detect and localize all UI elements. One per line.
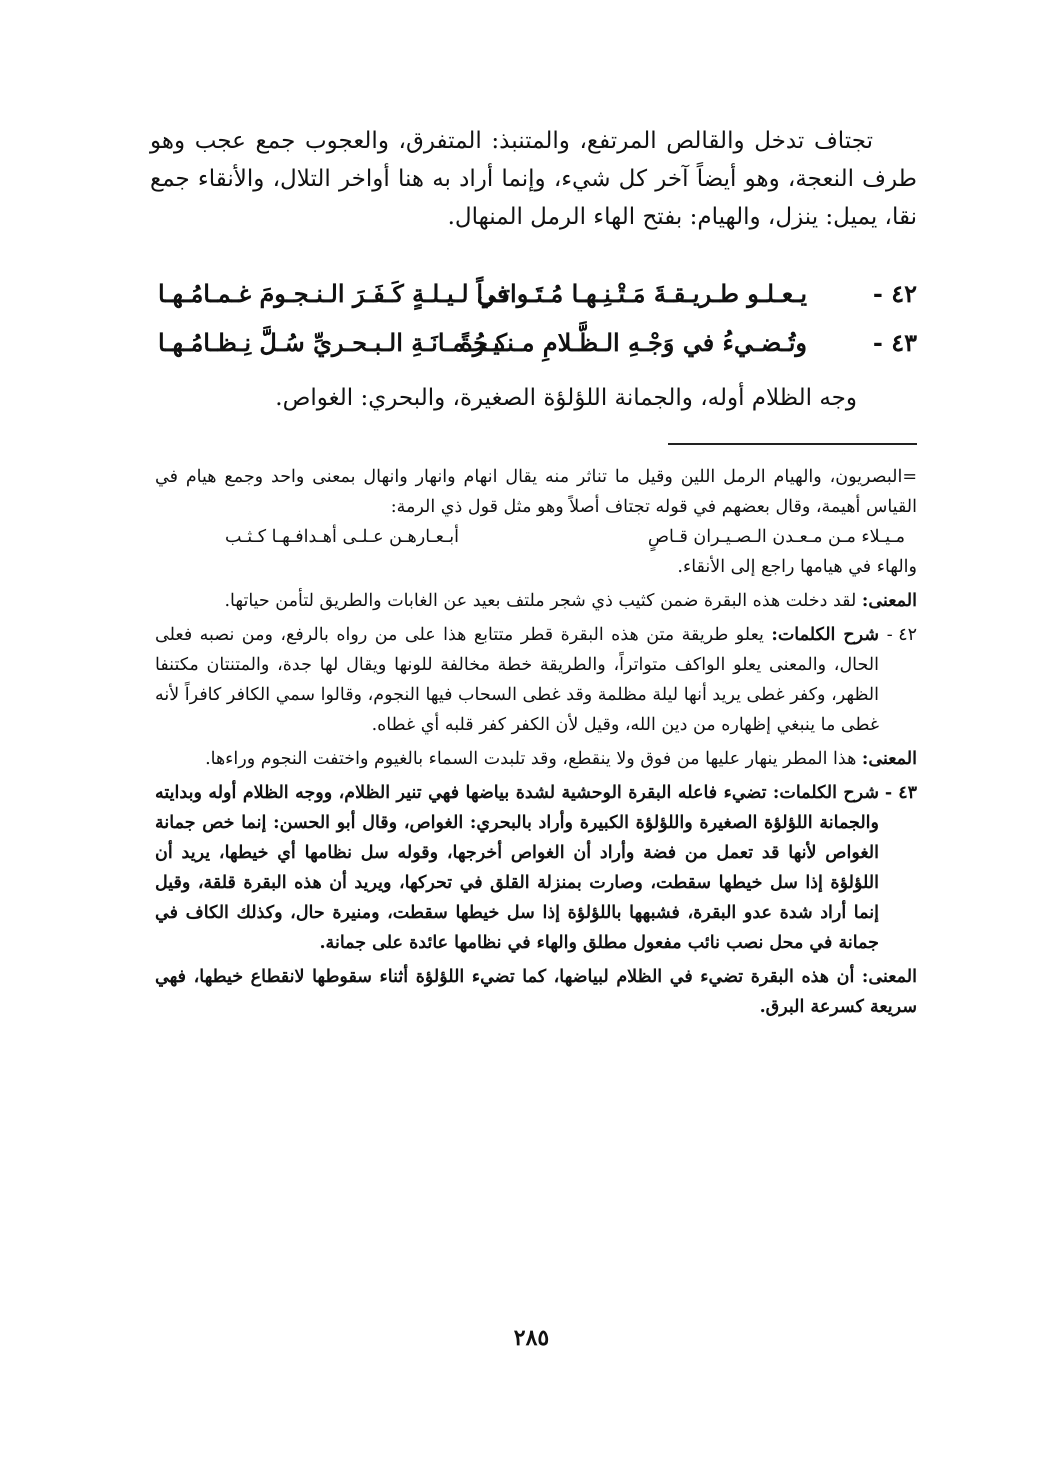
note-paragraph (155, 778, 879, 958)
quoted-verse-second-hemistich: أبـعـارهـن عـلـى أهـدافـهـا كـثـب (225, 527, 459, 547)
note-entry-42 (155, 620, 917, 740)
note-paragraph (155, 620, 879, 740)
meaning-label: المعنى: (861, 967, 917, 987)
footnotes (155, 462, 917, 1022)
meaning-label: المعنى: (861, 591, 917, 611)
verse-number: ٤٣ - (872, 328, 917, 357)
word-explanation-label: شرح الكلمات: (771, 625, 879, 645)
main-commentary (150, 122, 917, 236)
quoted-verse (155, 522, 917, 552)
main-paragraph: تجتاف تدخل والقالص المرتفع، والمتنبذ: المتفرق، والعجوب جمع عجب وهو طرف النعجة، وهو أيضاً آخر كل شيء، وإنما أراد به هنا أواخر التلال، والأنقاء جمع نقا، يميل: ينزل، والهيام: بفتح الهاء الرمل المنهال. (150, 128, 917, 230)
meaning-text: هذا المطر ينهار عليها من فوق ولا ينقطع، وقد تلبدت السماء بالغيوم واختفت النجوم وراءها. (205, 749, 857, 769)
verse-43 (150, 323, 917, 363)
word-explanation-text: تضيء فاعله البقرة الوحشية لشدة بياضها فهي تنير الظلام، ووجه الظلام أوله وبدايته والجمانة اللؤلؤة الصغيرة واللؤلؤة الكبيرة وأراد بالبحري: الغواص، وقال أبو الحسن: إنما خص جمانة الغواص لأنها قد تعمل من فضة وأراد أن الغواص أخرجها، وقوله سل نظامها أي خيطها، يريد أن اللؤلؤة إذا سل خيطها سقطت، وصارت بمنزلة القلق في تحركها، ويريد أن هذه البقرة قلقة، وقيل إنما أراد شدة عدو البقرة، فشبهها باللؤلؤة إذا سل خيطها سقطت، ومنيرة حال، وكذلك الكاف في جمانة في محل نصب نائب مفعول مطلق والهاء في نظامها عائدة على جمانة. (155, 783, 879, 953)
meaning-paragraph (155, 744, 917, 774)
word-explanation-label: شرح الكلمات: (772, 783, 880, 803)
verse-gloss (150, 380, 917, 416)
verse-first-hemistich: وتُـضـيءُ في وَجْـهِ الـظَّـلامِ مـنـيـرةً (460, 328, 807, 357)
footnote-continuation: =البصريون، والهيام الرمل اللين وقيل ما تناثر منه يقال انهام وانهار وانهال بمعنى واحد وجمع هيام في القياس أهيمة، وقال بعضهم في قوله تجتاف أصلاً وهو مثل قول ذي الرمة: (155, 467, 917, 517)
meaning-text: أن هذه البقرة تضيء في الظلام لبياضها، كما تضيء اللؤلؤة أثناء سقوطها لانقطاع خيطها، فهي سريعة كسرعة البرق. (155, 967, 917, 1017)
note-number: ٤٢ - (886, 625, 917, 645)
verse-42 (150, 274, 917, 314)
verse-number: ٤٢ - (872, 279, 917, 308)
footnote-divider (668, 443, 917, 445)
meaning-paragraph (155, 962, 917, 1022)
verse-first-hemistich: يـعـلـو طـريـقـةَ مَـتْـنِـهـا مُـتَـواتـراً (476, 279, 807, 308)
word-explanation-text: يعلو طريقة متن هذه البقرة قطر متتابع هذا على من رواه بالرفع، ومن نصبه فعلى الحال، والمعنى يعلو الواكف متواتراً، والطريقة خطة مخالفة للونها ويقال لها جدة، والمتنتان مكتنفا الظهر، وكفر غطى يريد أنها ليلة مظلمة وقد غطى السحاب فيها النجوم، وقالوا سمي الكافر كافراً لأنه غطى ما ينبغي إظهاره من دين الله، وقيل لأن الكفر كفر قلبه أي غطاه. (155, 625, 879, 735)
meaning-paragraph (155, 586, 917, 616)
note-number: ٤٣ - (884, 783, 917, 803)
meaning-text: لقد دخلت هذه البقرة ضمن كثيب ذي شجر ملتف بعيد عن الغابات والطريق لتأمن حياتها. (224, 591, 857, 611)
meaning-label: المعنى: (861, 749, 917, 769)
verse-second-hemistich: في لـيـلـةٍ كَـفَـرَ الـنـجـومَ غـمـامُـهـا (158, 279, 509, 308)
note-entry-43 (155, 778, 917, 958)
verse-gloss-text: وجه الظلام أوله، والجمانة اللؤلؤة الصغيرة، والبحري: الغواص. (275, 385, 857, 411)
verse-second-hemistich: كـجُـمـانَـةِ الـبـحـريِّ سُـلَّ نِـظـامُـهـا (158, 328, 508, 357)
page-number: ٢٨٥ (513, 1325, 550, 1351)
footnote-text: والهاء في هيامها راجع إلى الأنقاء. (677, 557, 917, 577)
quoted-verse-first-hemistich: مـيـلاء مـن مـعـدن الـصـيـران قـاصٍ (647, 527, 905, 547)
